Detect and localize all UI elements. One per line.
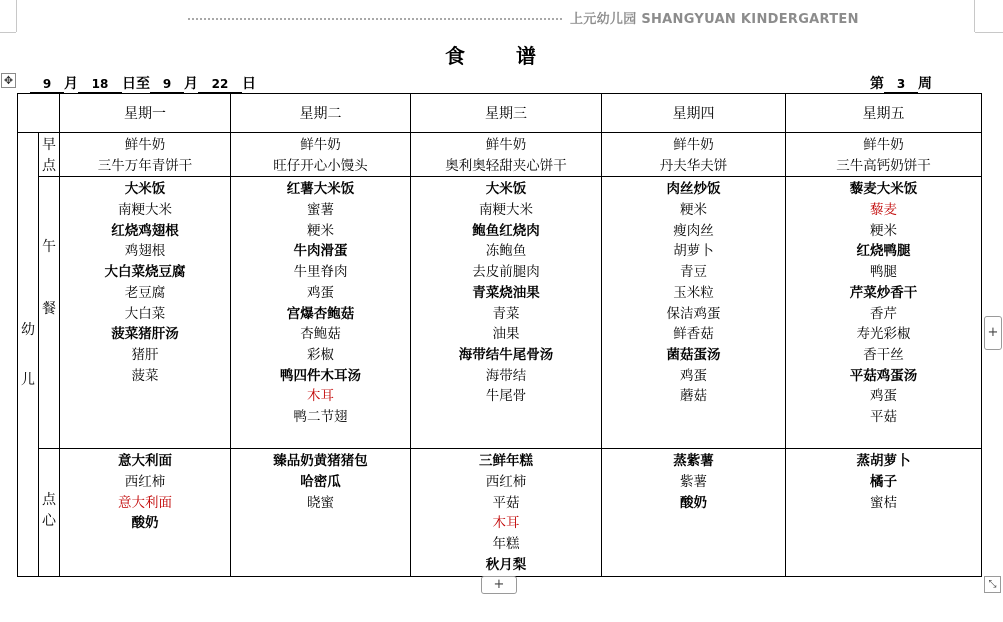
dish-name: 菌菇蛋汤 [666, 346, 721, 363]
ingredient: 丹夫华夫饼 [659, 157, 728, 174]
day-header: 星期三 [411, 94, 602, 133]
ingredient: 去皮前腿肉 [472, 264, 540, 281]
dish-name: 哈密瓜 [300, 474, 341, 491]
day-header: 星期一 [60, 94, 231, 133]
page-margin-marker [975, 32, 1003, 33]
breakfast-row [18, 133, 982, 177]
meal-label-char: 午 [42, 239, 56, 256]
ingredient: 晓蜜 [307, 494, 334, 511]
lunch-cell [411, 177, 602, 449]
ingredient: 三牛高钙奶饼干 [836, 157, 931, 174]
ingredient: 寿光彩椒 [856, 326, 911, 343]
ingredient: 年糕 [492, 536, 520, 553]
dish-name: 平菇鸡蛋汤 [849, 367, 918, 384]
ingredient: 粳米 [680, 202, 707, 219]
menu-table [17, 93, 982, 577]
dish-name: 大米饭 [124, 181, 166, 198]
dish-name: 菠菜猪肝汤 [111, 326, 179, 343]
ingredient: 鸭腿 [870, 264, 897, 281]
ingredient: 鸭二节翅 [293, 408, 348, 425]
date-range [30, 73, 256, 93]
meal-label-breakfast [39, 133, 60, 177]
document-header [188, 8, 859, 27]
day-to-label: 日至 [122, 76, 150, 92]
dish-name: 大白菜烧豆腐 [104, 264, 186, 281]
ingredient: 胡萝卜 [673, 243, 714, 260]
snack-cell [60, 449, 231, 576]
table-header-row [18, 94, 982, 133]
ingredient: 油果 [492, 326, 520, 343]
lunch-cell [786, 177, 982, 449]
ingredient: 平菇 [492, 494, 520, 511]
ingredient: 鲜牛奶 [863, 137, 904, 153]
ingredient: 鲜牛奶 [124, 137, 166, 153]
ingredient: 保洁鸡蛋 [666, 305, 721, 322]
group-label [18, 319, 38, 389]
snack-cell [786, 449, 982, 576]
ingredient: 鲜香菇 [673, 326, 714, 343]
ingredient: 菠菜 [131, 367, 159, 384]
dish-name: 酸奶 [131, 515, 159, 532]
table-resize-icon[interactable]: ⤡ [984, 576, 1001, 593]
ingredient: 粳米 [307, 222, 334, 239]
dish-name: 肉丝炒饭 [666, 181, 721, 198]
table-move-handle-icon[interactable]: ✥ [1, 73, 16, 88]
meal-label-char: 早 [42, 137, 56, 153]
ingredient: 旺仔开心小馒头 [273, 157, 368, 174]
dish-name: 海带结牛尾骨汤 [458, 346, 554, 363]
dish-name: 蒸胡萝卜 [856, 453, 911, 470]
ingredient: 鲜牛奶 [300, 137, 341, 153]
ingredient: 鸡翅根 [124, 243, 166, 260]
ingredient: 蜜桔 [870, 494, 897, 511]
dish-name: 宫爆杏鲍菇 [286, 305, 355, 322]
kindergarten-name: 上元幼儿园 SHANGYUAN KINDERGARTEN [570, 12, 859, 27]
ingredient: 鸡蛋 [307, 284, 334, 301]
dish-name: 红烧鸡翅根 [111, 222, 179, 239]
ingredient: 牛尾骨 [485, 388, 527, 405]
page-margin-marker [0, 32, 16, 33]
ingredient: 粳米 [870, 222, 897, 239]
breakfast-cell [602, 133, 786, 177]
ingredient: 木耳 [492, 515, 520, 532]
meal-label-char: 点 [42, 492, 56, 509]
dish-name: 芹菜炒香干 [849, 284, 918, 301]
day-header: 星期五 [786, 94, 982, 133]
ingredient: 蜜薯 [307, 202, 334, 219]
group-label-char: 儿 [21, 372, 35, 389]
add-column-plus-icon[interactable]: + [984, 316, 1002, 350]
ingredient: 香芹 [870, 305, 897, 322]
dish-name: 牛肉滑蛋 [293, 243, 348, 260]
ingredient: 蘑菇 [680, 388, 707, 405]
day-label: 日 [242, 76, 256, 92]
ingredient: 鸡蛋 [870, 388, 897, 405]
meal-label-snack [39, 449, 60, 576]
week-suffix: 周 [918, 76, 932, 92]
breakfast-cell [411, 133, 602, 177]
ingredient: 彩椒 [307, 346, 334, 363]
breakfast-cell [60, 133, 231, 177]
ingredient: 老豆腐 [124, 284, 166, 301]
end-day: 22 [198, 77, 242, 93]
week-value: 3 [884, 77, 918, 93]
ingredient: 青豆 [680, 264, 707, 281]
ingredient: 鲜牛奶 [673, 137, 714, 153]
start-day: 18 [78, 77, 122, 93]
ingredient: 冻鲍鱼 [485, 243, 527, 260]
ingredient: 杏鲍菇 [300, 326, 341, 343]
ingredient: 瘦肉丝 [673, 222, 714, 239]
snack-cell [602, 449, 786, 576]
ingredient: 鲜牛奶 [485, 137, 527, 153]
ingredient: 紫薯 [680, 474, 707, 491]
dish-name: 鲍鱼红烧肉 [472, 222, 540, 239]
dish-name: 红薯大米饭 [286, 181, 355, 198]
dish-name: 三鲜年糕 [479, 453, 533, 470]
ingredient: 木耳 [307, 388, 334, 405]
dish-name: 秋月梨 [485, 556, 527, 573]
month-label: 月 [184, 76, 198, 92]
lunch-cell [231, 177, 411, 449]
meal-label-lunch [39, 177, 60, 449]
dish-name: 大米饭 [485, 181, 527, 198]
ingredient: 西红柿 [124, 474, 166, 491]
ingredient: 南粳大米 [118, 202, 172, 219]
ingredient: 香干丝 [863, 346, 904, 363]
ingredient: 平菇 [870, 408, 897, 425]
month-label: 月 [64, 76, 78, 92]
week-number [870, 73, 932, 93]
end-month: 9 [150, 77, 184, 93]
ingredient: 藜麦 [870, 202, 897, 219]
breakfast-cell [786, 133, 982, 177]
lunch-cell [602, 177, 786, 449]
ingredient: 南粳大米 [479, 202, 533, 219]
meal-label-char: 点 [42, 157, 56, 174]
snack-row [18, 449, 982, 576]
page-title: 食 谱 [445, 44, 558, 68]
dish-name: 橘子 [870, 474, 897, 491]
dish-name: 臻品奶黄猪猪包 [273, 453, 368, 470]
day-header: 星期二 [231, 94, 411, 133]
dish-name: 酸奶 [680, 494, 707, 511]
corner-cell [18, 94, 60, 133]
group-label-cell [18, 133, 39, 577]
snack-cell [231, 449, 411, 576]
ingredient: 意大利面 [118, 494, 172, 511]
day-header: 星期四 [602, 94, 786, 133]
breakfast-cell [231, 133, 411, 177]
ingredient: 青菜 [492, 305, 520, 322]
dish-name: 青菜烧油果 [472, 284, 540, 301]
add-row-plus-icon[interactable]: + [481, 576, 517, 594]
group-label-char: 幼 [21, 322, 35, 339]
dish-name: 意大利面 [118, 453, 172, 470]
ingredient: 大白菜 [124, 305, 166, 322]
ingredient: 鸡蛋 [680, 367, 707, 384]
ingredient: 玉米粒 [673, 284, 714, 301]
dish-name: 鸭四件木耳汤 [280, 367, 361, 384]
dish-name: 红烧鸭腿 [856, 243, 911, 260]
ingredient: 西红柿 [485, 474, 527, 491]
header-dotted-line [188, 18, 562, 20]
ingredient: 牛里脊肉 [293, 264, 348, 281]
page-margin-marker [974, 0, 975, 32]
week-prefix: 第 [870, 76, 884, 92]
meal-label-char: 心 [42, 513, 56, 530]
ingredient: 奥利奥轻甜夹心饼干 [445, 157, 567, 174]
dish-name: 蒸紫薯 [673, 453, 714, 470]
snack-cell [411, 449, 602, 576]
page-margin-marker [16, 0, 17, 32]
lunch-cell [60, 177, 231, 449]
ingredient: 猪肝 [131, 346, 159, 363]
ingredient: 三牛万年青饼干 [97, 157, 193, 174]
dish-name: 藜麦大米饭 [849, 181, 918, 198]
start-month: 9 [30, 77, 64, 93]
lunch-row [18, 177, 982, 449]
meal-label-char: 餐 [42, 301, 56, 318]
ingredient: 海带结 [485, 367, 527, 384]
